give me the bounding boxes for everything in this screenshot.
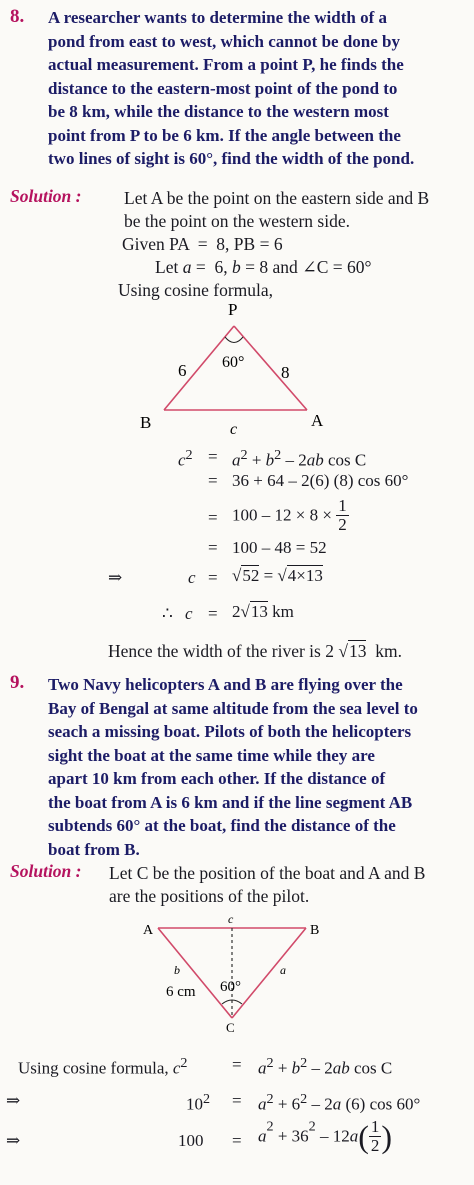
- eq8-line4-rhs: 100 – 48 = 52: [232, 538, 327, 557]
- solution-line: Let C be the position of the boat and A and B: [109, 863, 426, 883]
- implies-arrow: ⇒: [108, 568, 123, 587]
- question-number-9: 9.: [10, 672, 25, 693]
- question-8-line: actual measurement. From a point P, he finds the: [48, 55, 404, 74]
- eq8-line2-eq: =: [208, 471, 218, 490]
- question-8-line: point from P to be 6 km. If the angle between the: [48, 125, 401, 145]
- eq9-line2-eq: =: [232, 1091, 242, 1110]
- eq8-line5-eq: =: [208, 568, 218, 587]
- eq8-line6-lhs: c: [185, 604, 193, 623]
- question-9-line: apart 10 km from each other. If the distance of: [48, 769, 386, 788]
- question-8-line: two lines of sight is 60°, find the width of the pond.: [48, 149, 415, 168]
- eq8-line6-rhs: 2√13 km: [232, 602, 294, 621]
- label-a: A: [143, 923, 154, 938]
- therefore-symbol: ∴: [162, 604, 173, 623]
- question-9-line: subtends 60° at the boat, find the distance of the: [48, 816, 396, 835]
- eq8-line4-eq: =: [208, 538, 218, 557]
- label-b: B: [140, 413, 152, 432]
- question-9-line: Two Navy helicopters A and B are flying over the: [48, 675, 403, 694]
- eq9-line3-eq: =: [232, 1131, 242, 1150]
- side-pa: [234, 326, 307, 410]
- triangle-figure-8: [130, 298, 350, 438]
- implies-arrow: ⇒: [6, 1131, 21, 1150]
- question-9-text: [48, 673, 460, 861]
- question-8-line: A researcher wants to determine the width of a: [48, 8, 388, 27]
- question-9-line: seach a missing boat. Pilots of both the helicopters: [48, 722, 412, 741]
- eq9-line1-rhs: $a^2 + b^2 - 2ab$ cos C: [258, 1055, 393, 1078]
- var-a: a: [182, 257, 192, 277]
- label-side-6: 6: [178, 361, 187, 380]
- question-9-line: Bay of Bengal at same altitude from the sea level to: [48, 698, 418, 718]
- hence-line: Hence the width of the river is 2 √13 km.: [108, 641, 402, 661]
- eq8-line6-eq: =: [208, 604, 218, 623]
- label-angle-60: 60°: [222, 354, 245, 371]
- eq9-line1-lhs: Using cosine formula, $c^2$: [18, 1055, 188, 1078]
- solution-label-8: Solution :: [10, 186, 82, 206]
- solution-line: Let A be the point on the eastern side and B: [124, 188, 430, 208]
- eq9-line1-eq: =: [232, 1055, 242, 1074]
- solution-line: be the point on the western side.: [124, 211, 350, 231]
- let-rest: = 6,: [191, 257, 232, 277]
- question-8-line: pond from east to west, which cannot be done by: [48, 31, 400, 51]
- triangle-figure-9: [140, 910, 340, 1035]
- eq9-line2-rhs: $a^2 + 6^2 - 2a$ (6) cos 60°: [258, 1091, 421, 1114]
- eq8-line5-lhs: c: [188, 568, 196, 587]
- solution-9-intro: [109, 862, 464, 908]
- eq8-line2-rhs: 36 + 64 – 2(6) (8) cos 60°: [232, 471, 409, 490]
- eq8-line1-eq: =: [208, 447, 218, 466]
- eq9-line2-lhs: $10^2$: [186, 1091, 211, 1114]
- let-rest-2: = 8 and ∠C = 60°: [240, 257, 372, 277]
- side-ac: [158, 928, 232, 1018]
- let-prefix: Let: [155, 257, 183, 277]
- eq8-line5-rhs: √52 = √4×13: [232, 566, 323, 585]
- label-c: c: [230, 421, 238, 438]
- eq8-line1-lhs: $c^2$: [178, 447, 193, 470]
- question-number-8: 8.: [10, 6, 25, 27]
- question-8-line: distance to the eastern-most point of the pond to: [48, 78, 398, 98]
- var-b: b: [231, 257, 241, 277]
- eq8-line1-rhs: $a^2 + b^2 - 2ab$ cos C: [232, 447, 367, 470]
- question-9-line: the boat from A is 6 km and if the line segment AB: [48, 792, 413, 812]
- eq9-line3-lhs: 100: [178, 1131, 204, 1150]
- question-8-line: be 8 km, while the distance to the western most: [48, 102, 389, 121]
- label-c: C: [226, 1020, 235, 1035]
- label-c-top: c: [228, 912, 234, 926]
- eq8-line3-eq: =: [208, 508, 218, 527]
- label-side-8: 8: [281, 363, 290, 382]
- solution-line: are the positions of the pilot.: [109, 886, 310, 906]
- using-cosine-8: Using cosine formula,: [118, 280, 274, 300]
- eq8-line3-rhs: 100 – 12 × 8 × $\frac{1}{2}$: [232, 496, 347, 534]
- label-6cm: 6 cm: [166, 984, 196, 1000]
- implies-arrow: ⇒: [6, 1091, 21, 1110]
- solution-label-9: Solution :: [10, 861, 82, 881]
- angle-arc: [225, 337, 243, 343]
- let-line: [155, 256, 372, 279]
- side-bc: [232, 928, 306, 1018]
- label-a-side: a: [280, 963, 286, 977]
- label-p: P: [228, 300, 238, 319]
- solution-8-intro: [124, 187, 464, 233]
- label-angle-60: 60°: [220, 979, 241, 995]
- label-b: B: [310, 923, 320, 938]
- question-9-line: boat from B.: [48, 839, 140, 859]
- question-8-text: [48, 6, 460, 171]
- question-9-line: sight the boat at the same time while they are: [48, 745, 375, 765]
- label-b-side: b: [174, 963, 180, 977]
- eq9-line3-rhs: $a^2 + 36^2 - 12a$( $\frac{1}{2}$ ): [258, 1117, 393, 1155]
- given-line: Given PA = 8, PB = 6: [122, 234, 283, 254]
- label-a: A: [311, 411, 324, 430]
